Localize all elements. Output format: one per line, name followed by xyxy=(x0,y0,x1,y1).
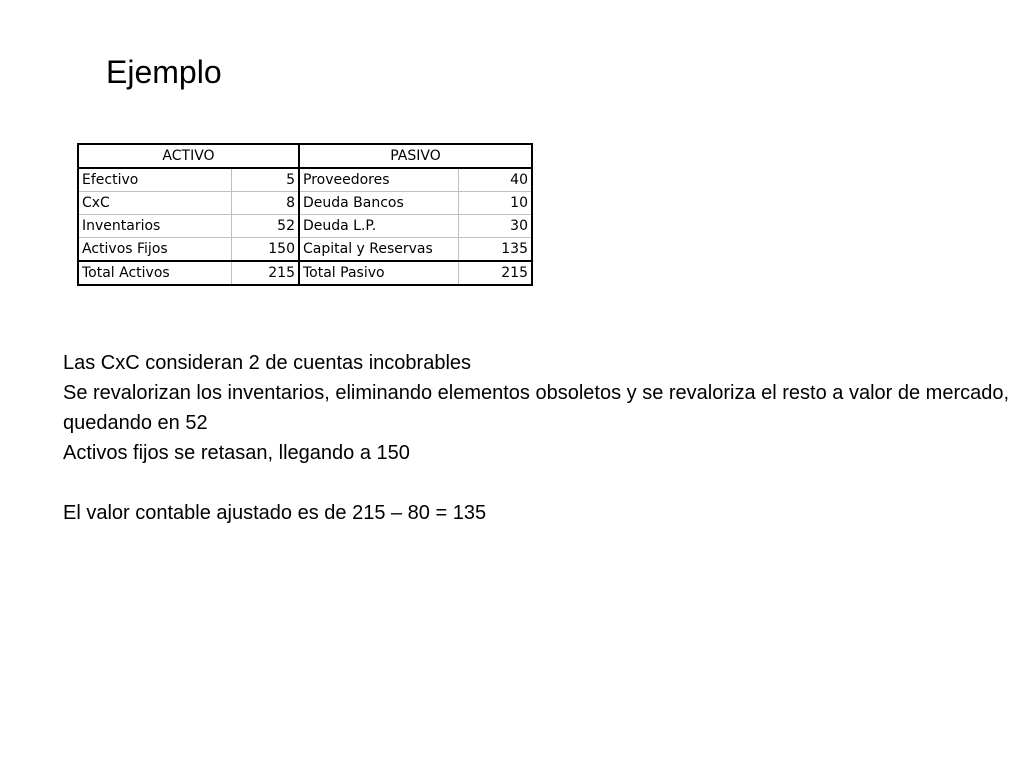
pasivo-header: PASIVO xyxy=(299,144,532,168)
activo-value: 5 xyxy=(232,168,300,192)
activo-value: 150 xyxy=(232,238,300,262)
activo-value: 52 xyxy=(232,215,300,238)
pasivo-label: Deuda Bancos xyxy=(299,192,459,215)
activo-label: Activos Fijos xyxy=(78,238,232,262)
notes-body xyxy=(63,348,1013,528)
pasivo-value: 135 xyxy=(459,238,533,262)
table-total-row xyxy=(78,261,532,285)
table-row xyxy=(78,168,532,192)
activo-label: CxC xyxy=(78,192,232,215)
pasivo-value: 40 xyxy=(459,168,533,192)
table-row xyxy=(78,192,532,215)
pasivo-label: Deuda L.P. xyxy=(299,215,459,238)
total-pasivo-label: Total Pasivo xyxy=(299,261,459,285)
table-row xyxy=(78,215,532,238)
balance-sheet-table xyxy=(77,143,533,286)
pasivo-label: Capital y Reservas xyxy=(299,238,459,262)
total-activos-label: Total Activos xyxy=(78,261,232,285)
pasivo-value: 30 xyxy=(459,215,533,238)
note-line: Las CxC consideran 2 de cuentas incobrables xyxy=(63,352,472,374)
pasivo-label: Proveedores xyxy=(299,168,459,192)
table-header-row xyxy=(78,144,532,168)
activo-header: ACTIVO xyxy=(78,144,299,168)
slide-title: Ejemplo xyxy=(106,54,222,90)
activo-value: 8 xyxy=(232,192,300,215)
table-row xyxy=(78,238,532,262)
total-activos-value: 215 xyxy=(232,261,300,285)
pasivo-value: 10 xyxy=(459,192,533,215)
note-line: Se revalorizan los inventarios, eliminando elementos obsoletos y se revaloriza el resto a valor de mercado, quedando en 52 xyxy=(63,382,1010,434)
note-line: Activos fijos se retasan, llegando a 150 xyxy=(63,442,410,464)
spacer xyxy=(63,468,1013,498)
note-line: El valor contable ajustado es de 215 – 80 = 135 xyxy=(63,502,487,524)
activo-label: Efectivo xyxy=(78,168,232,192)
activo-label: Inventarios xyxy=(78,215,232,238)
total-pasivo-value: 215 xyxy=(459,261,533,285)
